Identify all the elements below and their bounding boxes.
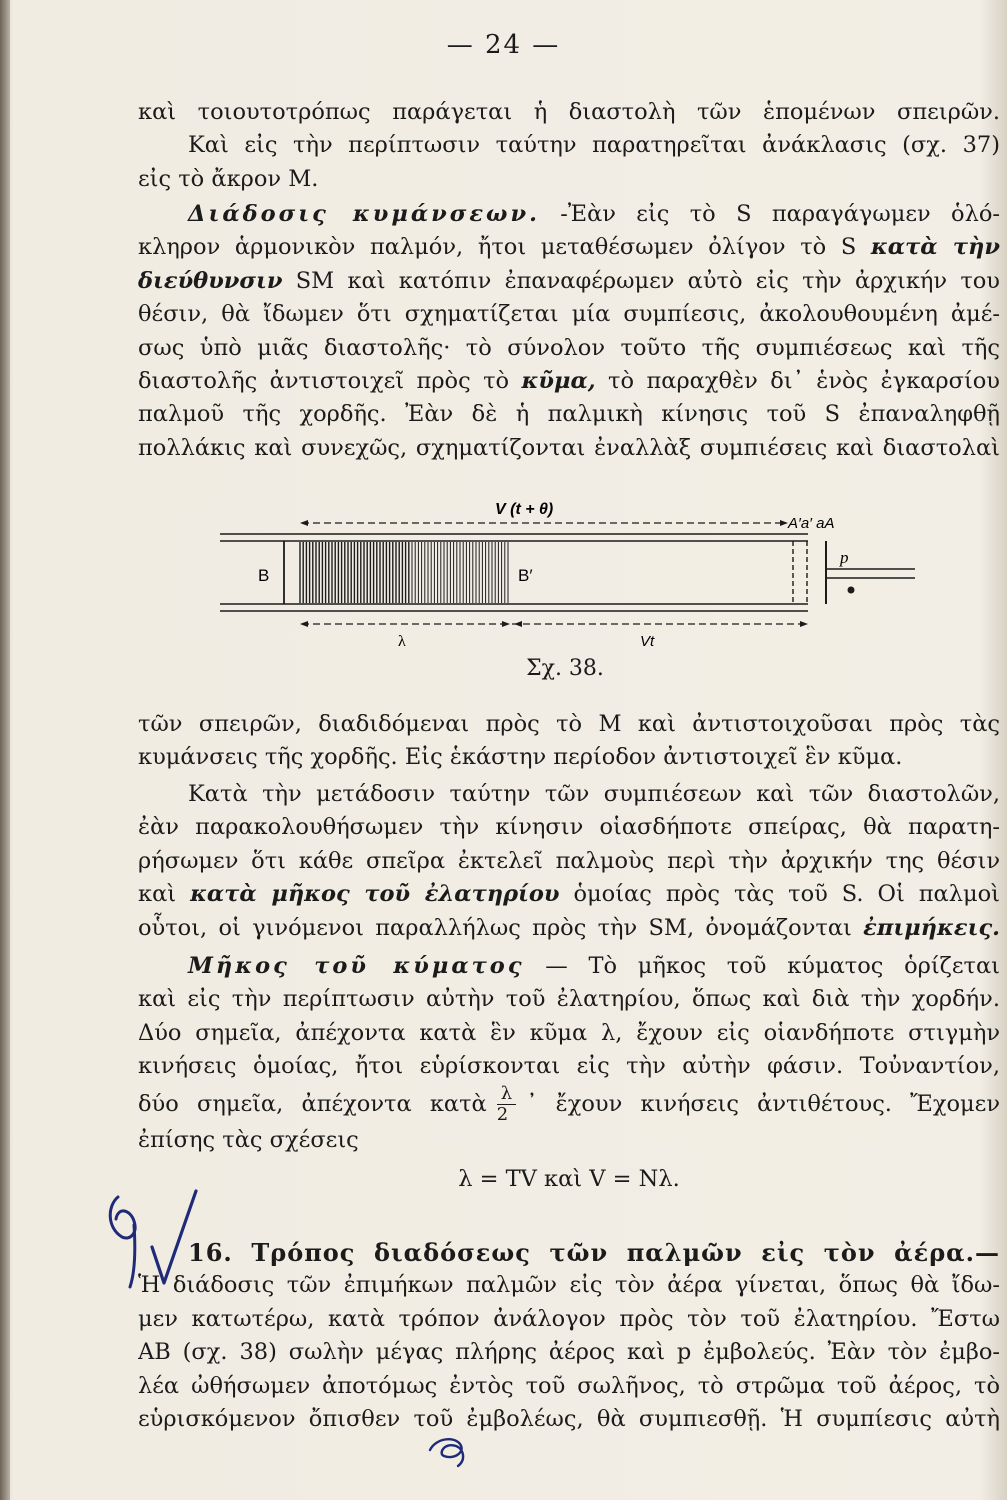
fraction-lambda-over-2 — [497, 1084, 516, 1124]
label-p: p — [840, 548, 849, 567]
text-line: μεν κατωτέρω, κατὰ τρόπον ἀνάλογον πρὸς τὸν τοῦ ἐλατηρίου. Ἔστω — [138, 1305, 1000, 1332]
text-line: πολλάκις καὶ συνεχῶς, σχηματίζονται ἐναλλὰξ συμπιέσεις καὶ διαστολαὶ — [138, 434, 1000, 461]
paragraph-wavelength — [138, 950, 1000, 1196]
text-span: τὸ παραχθὲν δι᾿ ἑνὸς ἐγκαρσίου — [595, 367, 1000, 394]
text-span: ᾿ ἔχουν κινήσεις ἀντιθέτους. Ἔχομεν — [526, 1090, 1000, 1117]
fraction-numerator: λ — [497, 1084, 516, 1105]
text-line: AB (σχ. 38) σωλὴν μέγας πλήρης ἀέρος καὶ p ἐμβολεύς. Ἐὰν τὸν ἐμβο- — [138, 1339, 1000, 1366]
text-line: εἰς τὸ ἄκρον Μ. — [138, 165, 319, 192]
text-span: δύο σημεῖα, ἀπέχοντα κατὰ — [138, 1090, 487, 1117]
text-line — [138, 231, 1000, 264]
text-line: Ἡ διάδοσις τῶν ἐπιμήκων παλμῶν εἰς τὸν ἀέρα γίνεται, ὅπως θὰ ἴδω- — [138, 1272, 1000, 1299]
scribble-stroke — [430, 1439, 463, 1466]
text-span: οὗτοι, οἱ γινόμενοι παραλλήλως πρὸς τὴν SM, ὀνομάζονται — [138, 914, 864, 941]
text-line: κυμάνσεις τῆς χορδῆς. Εἰς ἑκάστην περίοδον ἀντιστοιχεῖ ἓν κῦμα. — [138, 744, 903, 771]
arrowhead-right — [780, 520, 788, 526]
emphasis: κῦμα, — [521, 367, 596, 394]
text-span: SM καὶ κατόπιν ἐπαναφέρωμεν αὐτὸ εἰς τὴν ἀρχικήν του — [282, 267, 1000, 294]
subheading: Διάδοσις κυμάνσεων. — [188, 201, 540, 227]
label-lambda: λ — [398, 633, 406, 650]
text-line — [138, 878, 1000, 911]
paragraph-continuation-2 — [138, 708, 1000, 775]
emphasis: κατὰ τὴν — [870, 234, 1000, 261]
label-b-prime: B′ — [518, 566, 533, 585]
formula: λ = TV καὶ V = Nλ. — [458, 1165, 680, 1192]
text-span: κληρον ἁρμονικὸν παλμόν, ἤτοι μεταθέσωμεν ὀλίγον τὸ S — [138, 234, 871, 261]
emphasis: κατὰ μῆκος τοῦ ἐλατηρίου — [190, 881, 560, 908]
figure-38-tube-diagram — [210, 490, 920, 650]
text-line: καὶ τοιουτοτρόπως παράγεται ἡ διαστολὴ τῶν ἑπομένων σπειρῶν. — [138, 99, 1000, 125]
handwritten-checkmark — [100, 1185, 210, 1295]
text-line: ρήσωμεν ὅτι κάθε σπεῖρα ἐκτελεῖ παλμοὺς περὶ τὴν ἀρχικήν της θέσιν — [138, 847, 1000, 874]
text-line: καὶ εἰς τὴν περίπτωσιν αὐτὴν τοῦ ἐλατηρίου, ὅπως καὶ διὰ τὴν χορδήν. — [138, 986, 1000, 1013]
text-line — [138, 198, 1000, 231]
arrowhead-left — [300, 621, 308, 627]
label-aa-prime: A′a′ aA — [788, 515, 835, 532]
paragraph-longitudinal — [138, 778, 1000, 945]
page-number: — 24 — — [446, 30, 561, 60]
text-span: -Ἐὰν εἰς τὸ S παραγάγωμεν ὁλό- — [539, 201, 1000, 227]
label-v-t-theta: V (t + θ) — [495, 501, 554, 518]
text-span: — Τὸ μῆκος τοῦ κύματος ὁρίζεται — [524, 953, 1000, 979]
fraction-denominator: 2 — [496, 1104, 509, 1124]
text-line: παλμοῦ τῆς χορδῆς. Ἐὰν δὲ ἡ παλμικὴ κίνησις τοῦ S ἐπαναληφθῇ — [138, 401, 1000, 428]
text-line: Κατὰ τὴν μετάδοσιν ταύτην τῶν συμπιέσεων καὶ τῶν διαστολῶν, — [188, 781, 1000, 807]
arrowhead-right — [800, 621, 808, 627]
label-b: B — [258, 566, 270, 585]
arrowhead-right — [502, 621, 510, 627]
check-stroke — [152, 1191, 196, 1283]
text-line: θέσιν, θὰ ἴδωμεν ὅτι σχηματίζεται μία συμπίεσις, ἀκολουθουμένη ἀμέ- — [138, 301, 1000, 328]
arrowhead-left — [514, 621, 522, 627]
text-line — [138, 1084, 1000, 1124]
text-span: ὁμοίας πρὸς τὰς τοῦ S. Οἱ παλμοὶ — [559, 881, 1000, 908]
text-line — [138, 365, 1000, 398]
subheading: Μῆκος τοῦ κύματος — [188, 953, 525, 979]
section-16 — [138, 1236, 1000, 1436]
page-spine-shadow — [0, 0, 10, 1500]
arrowhead-left — [300, 520, 308, 526]
label-vt: Vt — [640, 633, 655, 650]
text-line: Καὶ εἰς τὴν περίπτωσιν ταύτην παρατηρεῖται ἀνάκλασις (σχ. 37) — [188, 132, 1000, 159]
handwritten-scribble — [424, 1430, 474, 1470]
text-line — [138, 912, 1000, 945]
text-line: εὑρισκόμενον ὄπισθεν τοῦ ἐμβολέως, θὰ συμπιεσθῇ. Ἡ συμπίεσις αὐτὴ — [138, 1405, 1000, 1432]
text-span: καὶ — [138, 881, 191, 908]
text-line: Δύο σημεῖα, ἀπέχοντα κατὰ ἓν κῦμα λ, ἔχουν εἰς οἱανδήποτε στιγμὴν — [138, 1019, 1000, 1046]
figure-caption: Σχ. 38. — [526, 656, 604, 681]
text-line: λέα ὠθήσωμεν ἀποτόμως ἐντὸς τοῦ σωλῆνος, τὸ στρῶμα τοῦ ἀέρος, τὸ — [138, 1372, 1000, 1399]
piston-dot — [848, 587, 855, 594]
paragraph-wave-propagation — [138, 198, 1000, 465]
emphasis: ἐπιμήκεις. — [863, 914, 1000, 941]
text-line: τῶν σπειρῶν, διαδιδόμεναι πρὸς τὸ Μ καὶ ἀντιστοιχοῦσαι πρὸς τὰς — [138, 711, 1000, 737]
handwritten-nine-mark — [110, 1197, 135, 1238]
compression-zone — [300, 542, 508, 603]
text-line — [138, 265, 1000, 298]
text-span: διαστολῆς ἀντιστοιχεῖ πρὸς τὸ — [138, 367, 522, 394]
paragraph-continuation — [138, 96, 1000, 196]
text-line: κινήσεις ὁμοίας, ἤτοι εὑρίσκονται εἰς τὴν αὐτὴν φάσιν. Τοὐναντίον, — [138, 1053, 1000, 1080]
text-line — [138, 950, 1000, 983]
emphasis: διεύθυνσιν — [138, 267, 283, 294]
section-title: 16. Τρόπος διαδόσεως τῶν παλμῶν εἰς τὸν ἀέρα.— — [188, 1238, 1000, 1267]
text-line: ἐπίσης τὰς σχέσεις — [138, 1126, 359, 1153]
text-line: σως ὑπὸ μιᾶς διαστολῆς· τὸ σύνολον τοῦτο τῆς συμπιέσεως καὶ τῆς — [138, 334, 1000, 361]
text-line: ἐὰν παρακολουθήσωμεν τὴν κίνησιν οἱασδήποτε σπείρας, θὰ παρατη- — [138, 814, 1000, 841]
